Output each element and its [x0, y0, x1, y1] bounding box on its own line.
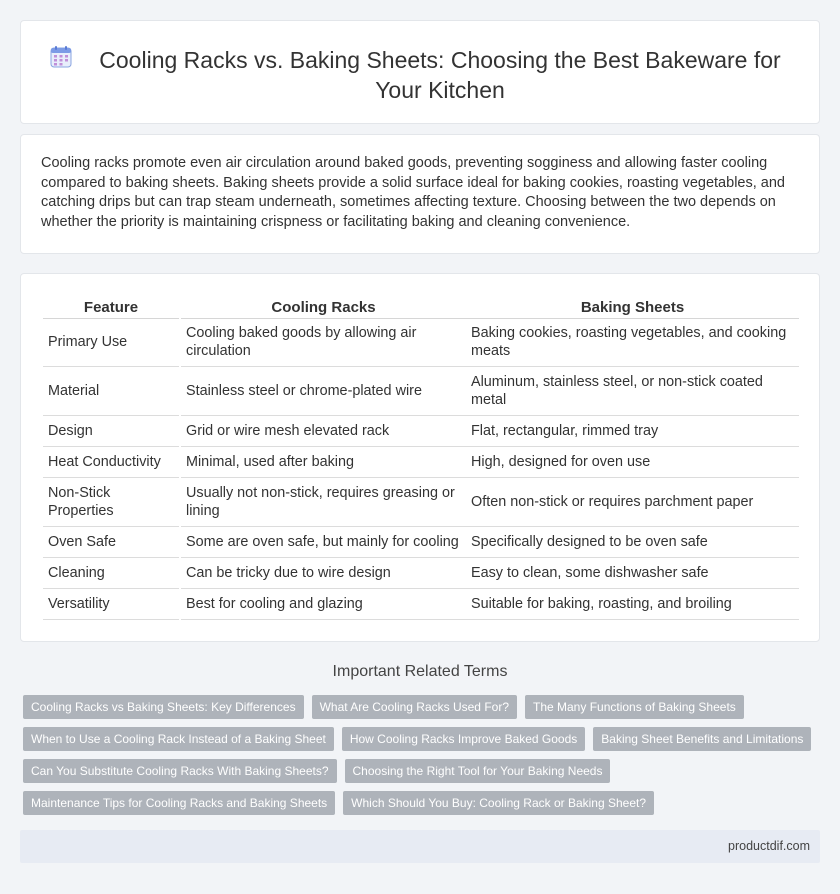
header-card: [20, 20, 820, 124]
related-tag[interactable]: Can You Substitute Cooling Racks With Baking Sheets?: [23, 759, 337, 783]
footer-source[interactable]: productdif.com: [728, 839, 810, 853]
row-feature: Versatility: [43, 588, 180, 619]
row-cooling-racks: Best for cooling and glazing: [180, 588, 466, 619]
row-baking-sheets: Aluminum, stainless steel, or non-stick coated metal: [466, 366, 799, 415]
page-title: Cooling Racks vs. Baking Sheets: Choosing the Best Bakeware for Your Kitchen: [99, 47, 781, 103]
table-row: [43, 477, 799, 526]
header-feature: Feature: [43, 294, 180, 318]
row-baking-sheets: Easy to clean, some dishwasher safe: [466, 557, 799, 588]
row-baking-sheets: Often non-stick or requires parchment paper: [466, 477, 799, 526]
table-row: [43, 366, 799, 415]
header-cooling-racks: Cooling Racks: [180, 294, 466, 318]
related-tag[interactable]: How Cooling Racks Improve Baked Goods: [342, 727, 585, 751]
tag-row: [23, 791, 813, 815]
row-feature: Primary Use: [43, 318, 180, 366]
row-feature: Oven Safe: [43, 526, 180, 557]
row-baking-sheets: Baking cookies, roasting vegetables, and cooking meats: [466, 318, 799, 366]
row-feature: Material: [43, 366, 180, 415]
row-cooling-racks: Usually not non-stick, requires greasing or lining: [180, 477, 466, 526]
tag-row: [23, 727, 813, 751]
related-terms-title: Important Related Terms: [332, 663, 508, 680]
row-baking-sheets: High, designed for oven use: [466, 446, 799, 477]
table-header-row: [43, 294, 799, 318]
row-feature: Cleaning: [43, 557, 180, 588]
row-feature: Non-Stick Properties: [43, 477, 180, 526]
row-baking-sheets: Flat, rectangular, rimmed tray: [466, 415, 799, 446]
row-feature: Heat Conductivity: [43, 446, 180, 477]
intro-card: [20, 134, 820, 254]
tag-row: [23, 695, 813, 719]
related-terms-tags: [23, 695, 813, 823]
header-baking-sheets: Baking Sheets: [466, 294, 799, 318]
intro-paragraph: Cooling racks promote even air circulation around baked goods, preventing sogginess and allowing faster cooling compared to baking sheets. Baking sheets provide a solid surface ideal for baking cookies, roasting vegetables, and catching drips but can trap steam underneath, sometimes affecting texture. Choosing between the two depends on whether the priority is maintaining crispness or facilitating baking and cleaning convenience.: [41, 155, 785, 230]
comparison-table: [43, 294, 799, 620]
related-tag[interactable]: Baking Sheet Benefits and Limitations: [593, 727, 811, 751]
footer: [20, 830, 820, 863]
row-cooling-racks: Can be tricky due to wire design: [180, 557, 466, 588]
row-cooling-racks: Stainless steel or chrome-plated wire: [180, 366, 466, 415]
related-tag[interactable]: When to Use a Cooling Rack Instead of a Baking Sheet: [23, 727, 334, 751]
table-row: [43, 318, 799, 366]
table-row: [43, 588, 799, 619]
row-cooling-racks: Cooling baked goods by allowing air circulation: [180, 318, 466, 366]
comparison-table-card: [20, 273, 820, 642]
related-tag[interactable]: Maintenance Tips for Cooling Racks and Baking Sheets: [23, 791, 335, 815]
tag-row: [23, 759, 813, 783]
table-row: [43, 415, 799, 446]
related-tag[interactable]: Choosing the Right Tool for Your Baking Needs: [345, 759, 611, 783]
related-tag[interactable]: Cooling Racks vs Baking Sheets: Key Differences: [23, 695, 304, 719]
row-cooling-racks: Minimal, used after baking: [180, 446, 466, 477]
related-tag[interactable]: Which Should You Buy: Cooling Rack or Baking Sheet?: [343, 791, 654, 815]
row-feature: Design: [43, 415, 180, 446]
row-baking-sheets: Suitable for baking, roasting, and broiling: [466, 588, 799, 619]
related-tag[interactable]: What Are Cooling Racks Used For?: [312, 695, 517, 719]
row-cooling-racks: Some are oven safe, but mainly for cooling: [180, 526, 466, 557]
related-tag[interactable]: The Many Functions of Baking Sheets: [525, 695, 744, 719]
table-row: [43, 557, 799, 588]
row-baking-sheets: Specifically designed to be oven safe: [466, 526, 799, 557]
row-cooling-racks: Grid or wire mesh elevated rack: [180, 415, 466, 446]
table-row: [43, 446, 799, 477]
table-row: [43, 526, 799, 557]
